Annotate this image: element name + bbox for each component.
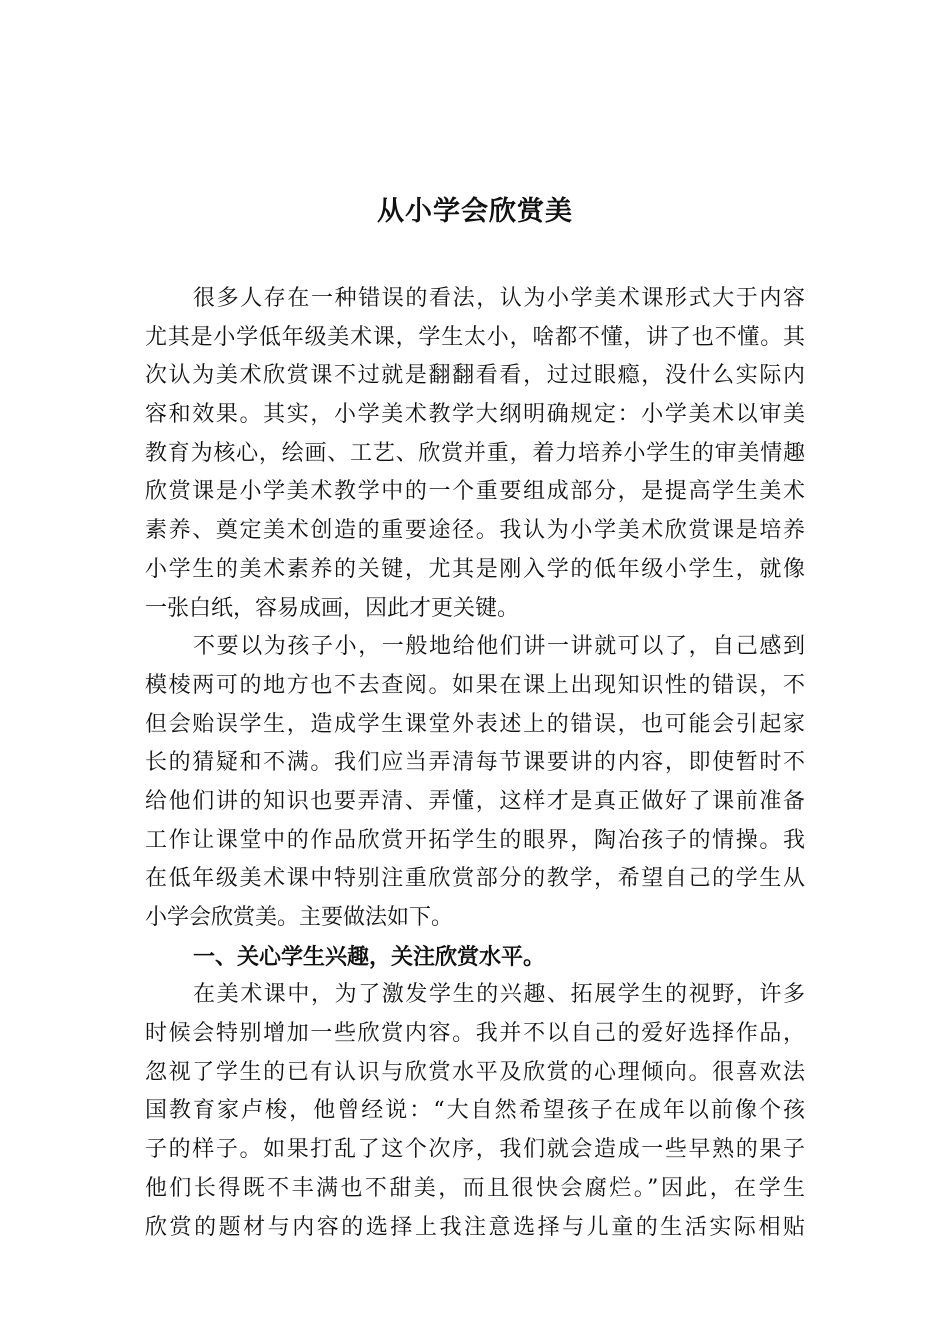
document-title: 从小学会欣赏美 [377,196,573,227]
document-body [145,280,805,1247]
text-line: 模棱两可的地方也不去查阅。如果在课上出现知识性的错误，不 [145,672,805,698]
text-line: 时候会特别增加一些欣赏内容。我并不以自己的爱好选择作品， [145,1021,805,1047]
section-heading: 一、关心学生兴趣，关注欣赏水平。 [193,943,546,970]
text-line: 教育为核心，绘画、工艺、欣赏并重，着力培养小学生的审美情趣 [145,440,805,466]
text-line: 欣赏的题材与内容的选择上我注意选择与儿童的生活实际相贴 [145,1214,805,1240]
text-line: 工作让课堂中的作品欣赏开拓学生的眼界，陶冶孩子的情操。我 [145,827,805,853]
text-line: 小学生的美术素养的关键，尤其是刚入学的低年级小学生，就像 [145,556,805,582]
text-line: 一张白纸，容易成画，因此才更关键。 [145,595,520,621]
text-line: 给他们讲的知识也要弄清、弄懂，这样才是真正做好了课前准备 [145,788,805,814]
text-line: 子的样子。如果打乱了这个次序，我们就会造成一些早熟的果子 [145,1137,805,1163]
text-line: 长的猜疑和不满。我们应当弄清每节课要讲的内容，即使暂时不 [145,750,805,776]
text-line: 在低年级美术课中特别注重欣赏部分的教学，希望自己的学生从 [145,866,805,892]
text-line: 欣赏课是小学美术教学中的一个重要组成部分，是提高学生美术 [145,479,805,505]
text-line: 忽视了学生的已有认识与欣赏水平及欣赏的心理倾向。很喜欢法 [145,1059,805,1085]
text-line: 他们长得既不丰满也不甜美，而且很快会腐烂。”因此，在学生 [145,1175,805,1201]
text-line: 很多人存在一种错误的看法，认为小学美术课形式大于内容 [193,286,805,311]
text-line: 素养、奠定美术创造的重要途径。我认为小学美术欣赏课是培养 [145,518,805,544]
text-line: 容和效果。其实，小学美术教学大纲明确规定：小学美术以审美 [145,402,805,428]
text-line: 在美术课中，为了激发学生的兴趣、拓展学生的视野，许多 [193,982,805,1008]
text-line: 国教育家卢梭，他曾经说：“大自然希望孩子在成年以前像个孩 [145,1098,805,1124]
text-line: 不要以为孩子小，一般地给他们讲一讲就可以了，自己感到 [193,634,805,660]
text-line: 小学会欣赏美。主要做法如下。 [145,905,454,930]
text-line: 尤其是小学低年级美术课，学生太小，啥都不懂，讲了也不懂。其 [145,324,805,350]
text-line: 次认为美术欣赏课不过就是翻翻看看，过过眼瘾，没什么实际内 [145,363,805,389]
text-line: 但会贻误学生，造成学生课堂外表述上的错误，也可能会引起家 [145,711,805,737]
